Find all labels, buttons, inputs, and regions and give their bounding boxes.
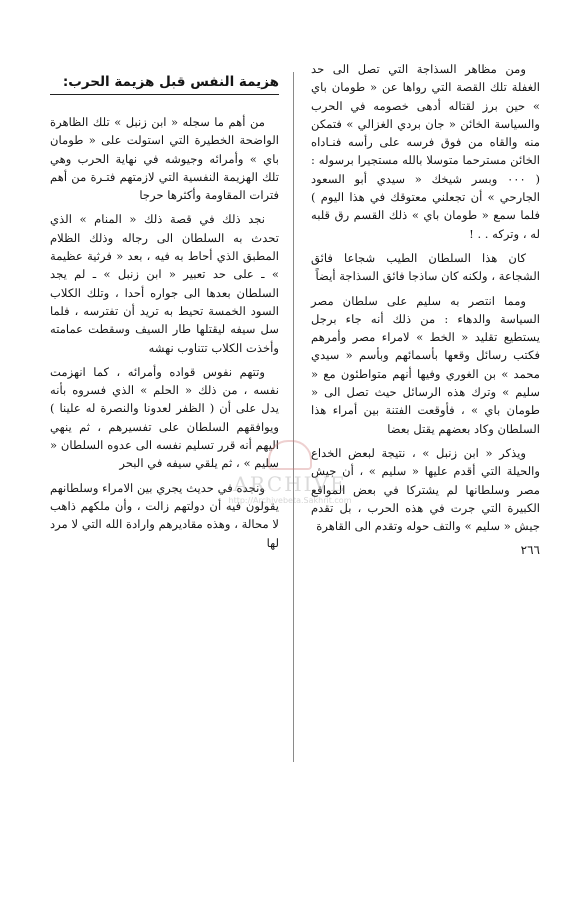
heading-underline: [50, 94, 279, 95]
paragraph: كان هذا السلطان الطيب شجاعا فائق الشجاعة ، ولكنه كان ساذجا فائق السذاجة أيضاً: [311, 250, 540, 284]
paragraph: ومما انتصر به سليم على سلطان مصر السياسة والدهاء : من ذلك أنه جاء برجل يستطيع تقليد « الخط » لامراء مصر وأمرهم فكتب رسائل وقعها بأسمائهم وبأسم « سيدي محمد » بن الغوري وفيها أنهم متواطئون مع « سليم » وترك هذه الرسائل حيث تصل الى « طومان باي » ، فأوقعت الفتنة بين أمراء هذا السلطان وكاد بعضهم يقتل بعضا: [311, 293, 540, 436]
paragraph: وتتهم نفوس قواده وأمرائه ، كما انهزمت نفسه ، من ذلك « الحلم » الذي فسروه بأنه يدل على أن ( الظفر لعدونا والنصرة له علينا ) ويوافقهم السلطان على تفسيرهم ، ثم ينهي اليهم أنه قرر تسليم نفسه الى عدوه السلطان « سليم » ، ثم يلقي سيفه في البحر: [50, 364, 279, 471]
column-divider: [293, 72, 294, 762]
paragraph: ومن مظاهر السذاجة التي تصل الى حد الغفلة تلك القصة التي رواها عن « طومان باي » حين برز لقتاله أدهى خصومه في الحرب والسياسة الخائن « جان بردي الغزالي » فتمكن منه والقاه من فوق فرسه على رأسه فنـاداه الخائن مسترحما متوسلا بالله مستجيرا برسوله : ( ٠٠٠ وبسر شيخك « سيدي أبو السعود الجارحي » أن تجعلني معتوقك في هذا اليوم ) فلما سمع « طومان باي » ذلك القسم رق قلبه له ، وتركه . . !: [311, 62, 541, 241]
paragraph: نجد ذلك في قصة ذلك « المنام » الذي تحدث به السلطان الى رجاله وذلك الظلام المطبق الذي أحاط به فيه ، بعد « فرثية عظيمة » ـ على حد تعبير « ابن زنبل » ـ لم يجد السلطان بعدها الى جواره أحدا ، وتلك الكلاب السود الخمسة تحيط به تريد أن تفترسه ، فلما سل سيفه ليقتلها طار السيف وسقطت عمامته وأخذت الكلاب تتناوب نهشه: [50, 212, 279, 355]
watermark-word: ARCHIVE: [233, 472, 347, 496]
paragraph: ويذكر « ابن زنبل » ، نتيجة لبعض الخداع والحيلة التي أقدم عليها « سليم » ، أن جيش مصر وسلطانها لم يشتركا في بعض المواقع الكبيرة التي جرت في هذه الحرب ، بل تقدم جيش « سليم » والتف حوله وتقدم الى القاهرة: [311, 445, 540, 534]
book-page: [50, 60, 540, 850]
left-column: [50, 60, 279, 558]
section-heading: هزيمة النفس قبل هزيمة الحرب:: [62, 74, 279, 90]
right-column: [311, 60, 540, 560]
paragraph: من أهم ما سجله « ابن زنبل » تلك الظاهرة الواضحة الخطيرة التي استولت على « طومان باي » وأمرائه وجيوشه في نهاية الحرب وهي تلك الهزيمة النفسية التي لازمتهم فتـرة من أهم فترات المقاومة وأكثرها حرجا: [50, 115, 279, 203]
watermark-url: http://Archivebeta.Sakhrit.com: [228, 496, 352, 505]
page-number: ٢٦٦: [520, 543, 540, 558]
paragraph: ونجده في حديث يجري بين الامراء وسلطانهم يقولون فيه أن دولتهم زالت ، وأن ملكهم ذاهب لا محالة ، وهذه مقاديرهم وارادة الله التي لا مرد لها: [50, 480, 279, 550]
